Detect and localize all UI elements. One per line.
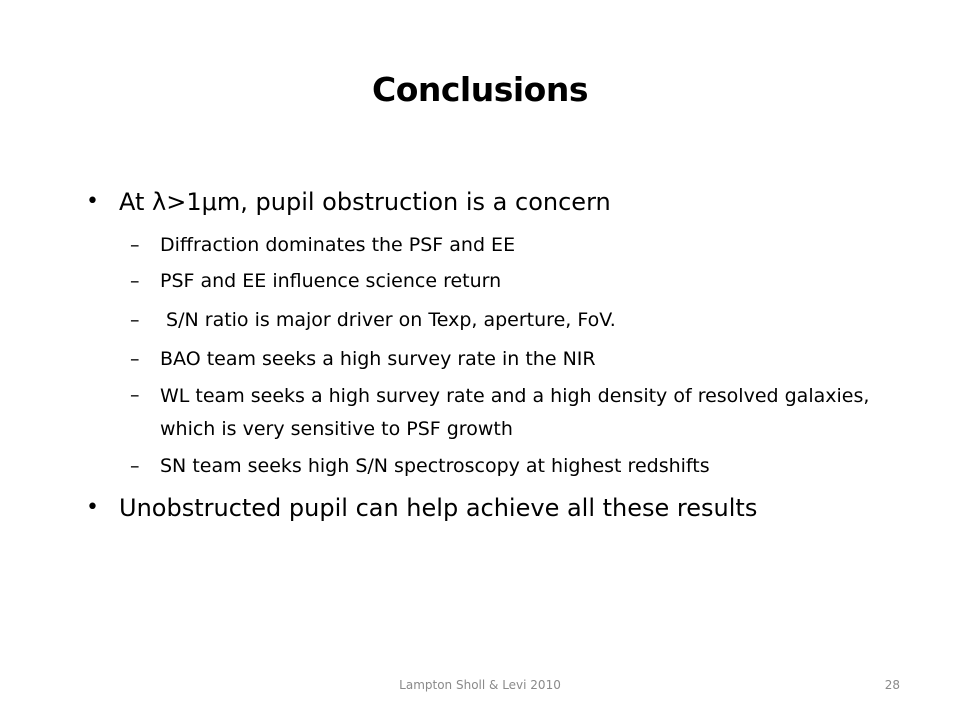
subbullet-text: SN team seeks high S/N spectroscopy at highest redshifts <box>160 455 710 477</box>
footer-text: Lampton Sholl & Levi 2010 <box>399 678 561 692</box>
subbullet-marker: – <box>130 234 140 256</box>
subbullet-marker: – <box>130 270 140 292</box>
subbullet-text: PSF and EE influence science return <box>160 270 502 292</box>
subbullet-text: WL team seeks a high survey rate and a high density of resolved galaxies, which is very sensitive to PSF growth <box>160 385 870 440</box>
subbullet-marker: – <box>130 309 140 331</box>
subbullet-text: BAO team seeks a high survey rate in the NIR <box>160 348 596 370</box>
bullet-text: Unobstructed pupil can help achieve all these results <box>119 494 758 522</box>
bullet-marker: • <box>86 189 99 214</box>
slide-number: 28 <box>884 678 900 692</box>
subbullet-text: S/N ratio is major driver on Texp, aperture, FoV. <box>160 309 616 331</box>
subbullet-marker: – <box>130 348 140 370</box>
slide-title: Conclusions <box>371 70 588 109</box>
bullet-text: At λ>1μm, pupil obstruction is a concern <box>119 188 611 216</box>
subbullet-text: Diffraction dominates the PSF and EE <box>160 234 516 256</box>
bullet-marker: • <box>86 495 99 520</box>
subbullet-marker: – <box>130 455 140 477</box>
subbullet-marker: – <box>130 384 140 406</box>
